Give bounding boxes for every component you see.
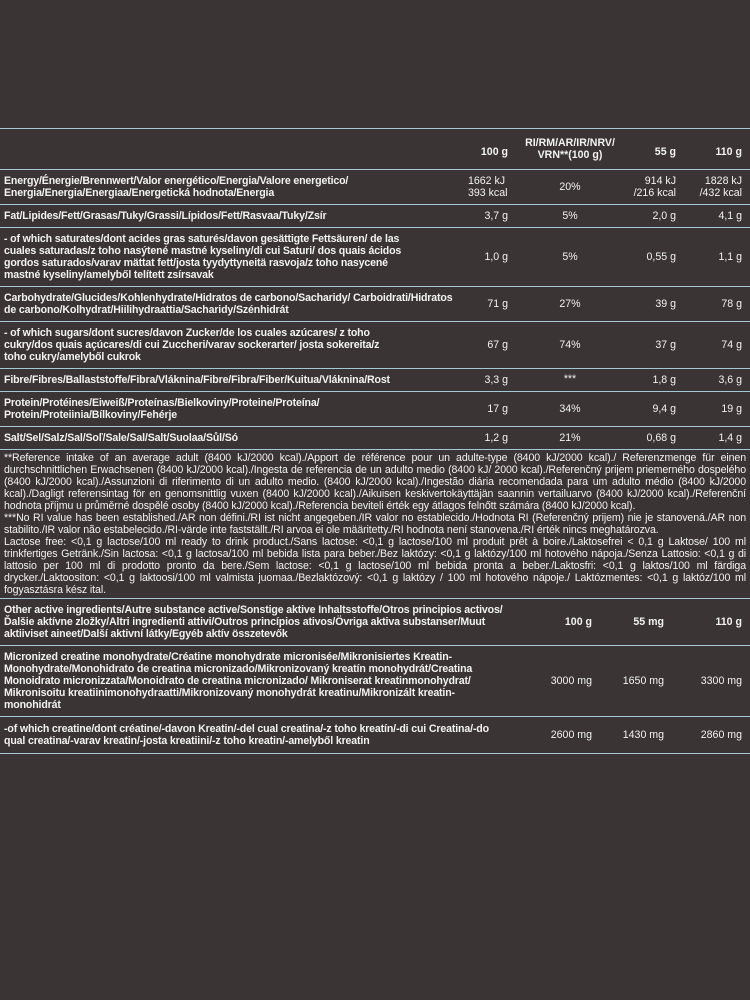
table-row [0, 427, 750, 449]
table-row [0, 205, 750, 227]
row-label: Protein/Protéines/Eiweiß/Proteínas/Bielkoviny/Proteine/Proteína/ Protein/Proteiinia/Bílkoviny/Fehérje [4, 397, 320, 421]
row-label: Carbohydrate/Glucides/Kohlenhydrate/Hidratos de carbono/Sacharidy/ Carboidrati/Hidratos de carbono/Kolhydrat/Hiilihydraattia/Sacharidy/Szénhidrát [4, 292, 453, 316]
value-100g: 1,0 g [484, 251, 508, 263]
table-row [0, 369, 750, 391]
value-ri: 27% [559, 298, 581, 310]
value-110g: 1,1 g [718, 251, 742, 263]
active-label: Other active ingredients/Autre substance active/Sonstige aktive Inhaltsstoffe/Otros principios activos/Ďalšie aktívne zložky/Altri ingredienti attivi/Outros princípios ativos/Övriga aktiva substanser/Muut aktiiviset aineet/Další aktivní látky/Egyéb aktív összetevők [4, 604, 503, 640]
table-row [0, 646, 750, 716]
value-ri: 5% [562, 251, 578, 263]
value-110g: 74 g [721, 339, 742, 351]
value-55g: 0,68 g [646, 432, 676, 444]
value-110g: 1828 kJ /432 kcal [699, 175, 742, 199]
active-header-100g: 100 g [564, 616, 592, 628]
row-label: Fibre/Fibres/Ballaststoffe/Fibra/Vláknina/Fibre/Fibra/Fiber/Kuitua/Vláknina/Rost [4, 374, 390, 386]
table-row [0, 170, 750, 204]
row-label: Salt/Sel/Salz/Sal/Soľ/Sale/Sal/Salt/Suolaa/Sůl/Só [4, 432, 239, 444]
header-ri: RI/RM/AR/IR/NRV/ VRN**(100 g) [525, 137, 615, 161]
value-55g: 9,4 g [652, 403, 676, 415]
value-110g: 3300 mg [700, 675, 742, 687]
row-label: Micronized creatine monohydrate/Créatine monohydrate micronisée/Mikronisiertes Kreatin-Monohydrate/Monohidrato de creatina micronizado/Mikronizovaný kreatín monohydrát/Creatina Monoidrato micronizzata/Monoidrato de creatina micronizado/ Mikroniserat kreatinmonohydrat/ Mikronisoitu kreatiinimonohydraatti/Mikronizovaný monohydrát kreatinu/Mikronizált kreatin-monohidrát [4, 651, 473, 711]
value-110g: 4,1 g [718, 210, 742, 222]
footnotes [0, 450, 750, 598]
value-110g: 1,4 g [718, 432, 742, 444]
nutrition-panel [0, 128, 750, 754]
value-55g: 0,55 g [646, 251, 676, 263]
value-55mg: 1430 mg [622, 729, 664, 741]
value-100g: 1,2 g [484, 432, 508, 444]
table-row [0, 717, 750, 753]
header-55g: 55 g [654, 146, 676, 158]
value-110g: 2860 mg [700, 729, 742, 741]
value-ri: 20% [559, 181, 581, 193]
value-55g: 2,0 g [652, 210, 676, 222]
header-110g: 110 g [715, 146, 742, 158]
value-100g: 1662 kJ 393 kcal [468, 175, 508, 199]
value-100g: 17 g [487, 403, 508, 415]
footnote-no-ri: ***No RI value has been established./AR non défini./RI ist nicht angegeben./IR valor no establecido./Hodnota RI (Referenčný prijem) nie je stanovená./AR non stabilito./IR valor não estabelecido./RI-värde inte fastställt./RI arvoa ei ole määritetty./RI hodnota není stanovena./RI érték nincs meghatározva. [4, 512, 746, 536]
active-header-110g: 110 g [715, 616, 742, 628]
value-100g: 67 g [487, 339, 508, 351]
value-100g: 2600 mg [550, 729, 592, 741]
value-100g: 3000 mg [550, 675, 592, 687]
divider [0, 753, 750, 754]
table-header [0, 129, 750, 169]
value-110g: 3,6 g [718, 374, 742, 386]
value-55g: 39 g [655, 298, 676, 310]
row-label: -of which creatine/dont créatine/-davon Kreatin/-del cual creatina/-z toho kreatín/-di cui Creatina/-do qual creatina/-varav kreatin/-josta kreatiini/-z toho kreatin/-amelyből kreatin [4, 723, 489, 747]
active-header-55mg: 55 mg [633, 616, 664, 628]
header-100g: 100 g [480, 146, 508, 158]
value-100g: 71 g [487, 298, 508, 310]
value-ri: 74% [559, 339, 581, 351]
table-row [0, 287, 750, 321]
value-100g: 3,3 g [484, 374, 508, 386]
table-row [0, 228, 750, 286]
row-label: Fat/Lipides/Fett/Grasas/Tuky/Grassi/Lípidos/Fett/Rasvaa/Tuky/Zsír [4, 210, 327, 222]
row-label: - of which saturates/dont acides gras saturés/davon gesättigte Fettsäuren/ de las cuales saturadas/z toho nasýtené mastné kyseliny/di cui Saturi/ dos quais ácidos gordos saturados/varav mättat fett/josta tyydyttyneitä rasvoja/z toho nasycené mastné kyseliny/amelyből telített zsírsavak [4, 233, 402, 281]
value-ri: 5% [562, 210, 578, 222]
value-55g: 37 g [655, 339, 676, 351]
value-55mg: 1650 mg [622, 675, 664, 687]
footnote-reference-intake: **Reference intake of an average adult (8400 kJ/2000 kcal)./Apport de référence pour un adulte-type (8400 kJ/2000 kcal)./ Referenzmenge für einen durchschnittlichen Erwachsenen (8400 kJ/2000 kcal)./Ingesta de referencia de un adulto medio (8400 kJ/ 2000 kcal)./Referenčný prijem priemerného dospelého (8400 kJ/2000 kcal)./Assunzioni di riferimento di un adulto medio. (8400 kJ/2000 kcal)./Ingestão diária recomendada para um adulto médio (8400 kJ/2000 kcal)./Dagligt referensintag för en genomsnittlig vuxen (8400 kJ/2000 kcal)./Aikuisen keskivertokäyttäjän saannin vertailuarvo (8400 kJ/2000 kcal)./Referenční hodnota příjmu u průměrné dospělé osoby (8400 kJ/2000 kcal)./Referencia beviteli érték egy átlagos felnőtt számára (8400 kJ/2000 kcal). [4, 452, 746, 512]
table-row [0, 322, 750, 368]
row-label: - of which sugars/dont sucres/davon Zucker/de los cuales azúcares/ z toho cukry/dos quais açúcares/di cui Zuccheri/varav sockerarter/ josta sokereita/z toho cukry/amelyből cukrok [4, 327, 380, 363]
footnote-lactose: Lactose free: <0,1 g lactose/100 ml ready to drink product./Sans lactose: <0,1 g lactose/100 ml produit prêt à boire./Laktosefrei < 0,1 g Laktose/ 100 ml trinkfertiges Getränk./Sin lactosa: <0,1 g lactosa/100 ml bebida lista para beber./Bez laktózy: <0,1 g laktózy/100 ml hotového nápoja./Senza Lattosio: <0,1 g di lattosio per 100 ml di prodotto pronto da bere./Sem lactose: <0,1 g lactose/100 ml bebida pronta a beber./Laktosfri: <0,1 g laktos/100 ml färdiga drycker./Laktoositon: <0,1 g laktoosi/100 ml valmista juomaa./Bezlaktózový: <0,1 g laktózy / 100 ml hotového nápoje./ Laktózmentes: <0,1 g laktóz/100 ml fogyasztásra kész ital. [4, 536, 746, 596]
value-ri: 34% [559, 403, 581, 415]
value-55g: 1,8 g [652, 374, 676, 386]
value-110g: 19 g [721, 403, 742, 415]
value-ri: *** [563, 373, 577, 385]
row-label: Energy/Énergie/Brennwert/Valor energético/Energia/Valore energetico/ Energia/Energia/Energiaa/Energetická hodnota/Energia [4, 175, 349, 199]
value-55g: 914 kJ /216 kcal [633, 175, 676, 199]
value-110g: 78 g [721, 298, 742, 310]
active-header [0, 599, 750, 645]
value-100g: 3,7 g [484, 210, 508, 222]
value-ri: 21% [559, 432, 581, 444]
table-row [0, 392, 750, 426]
